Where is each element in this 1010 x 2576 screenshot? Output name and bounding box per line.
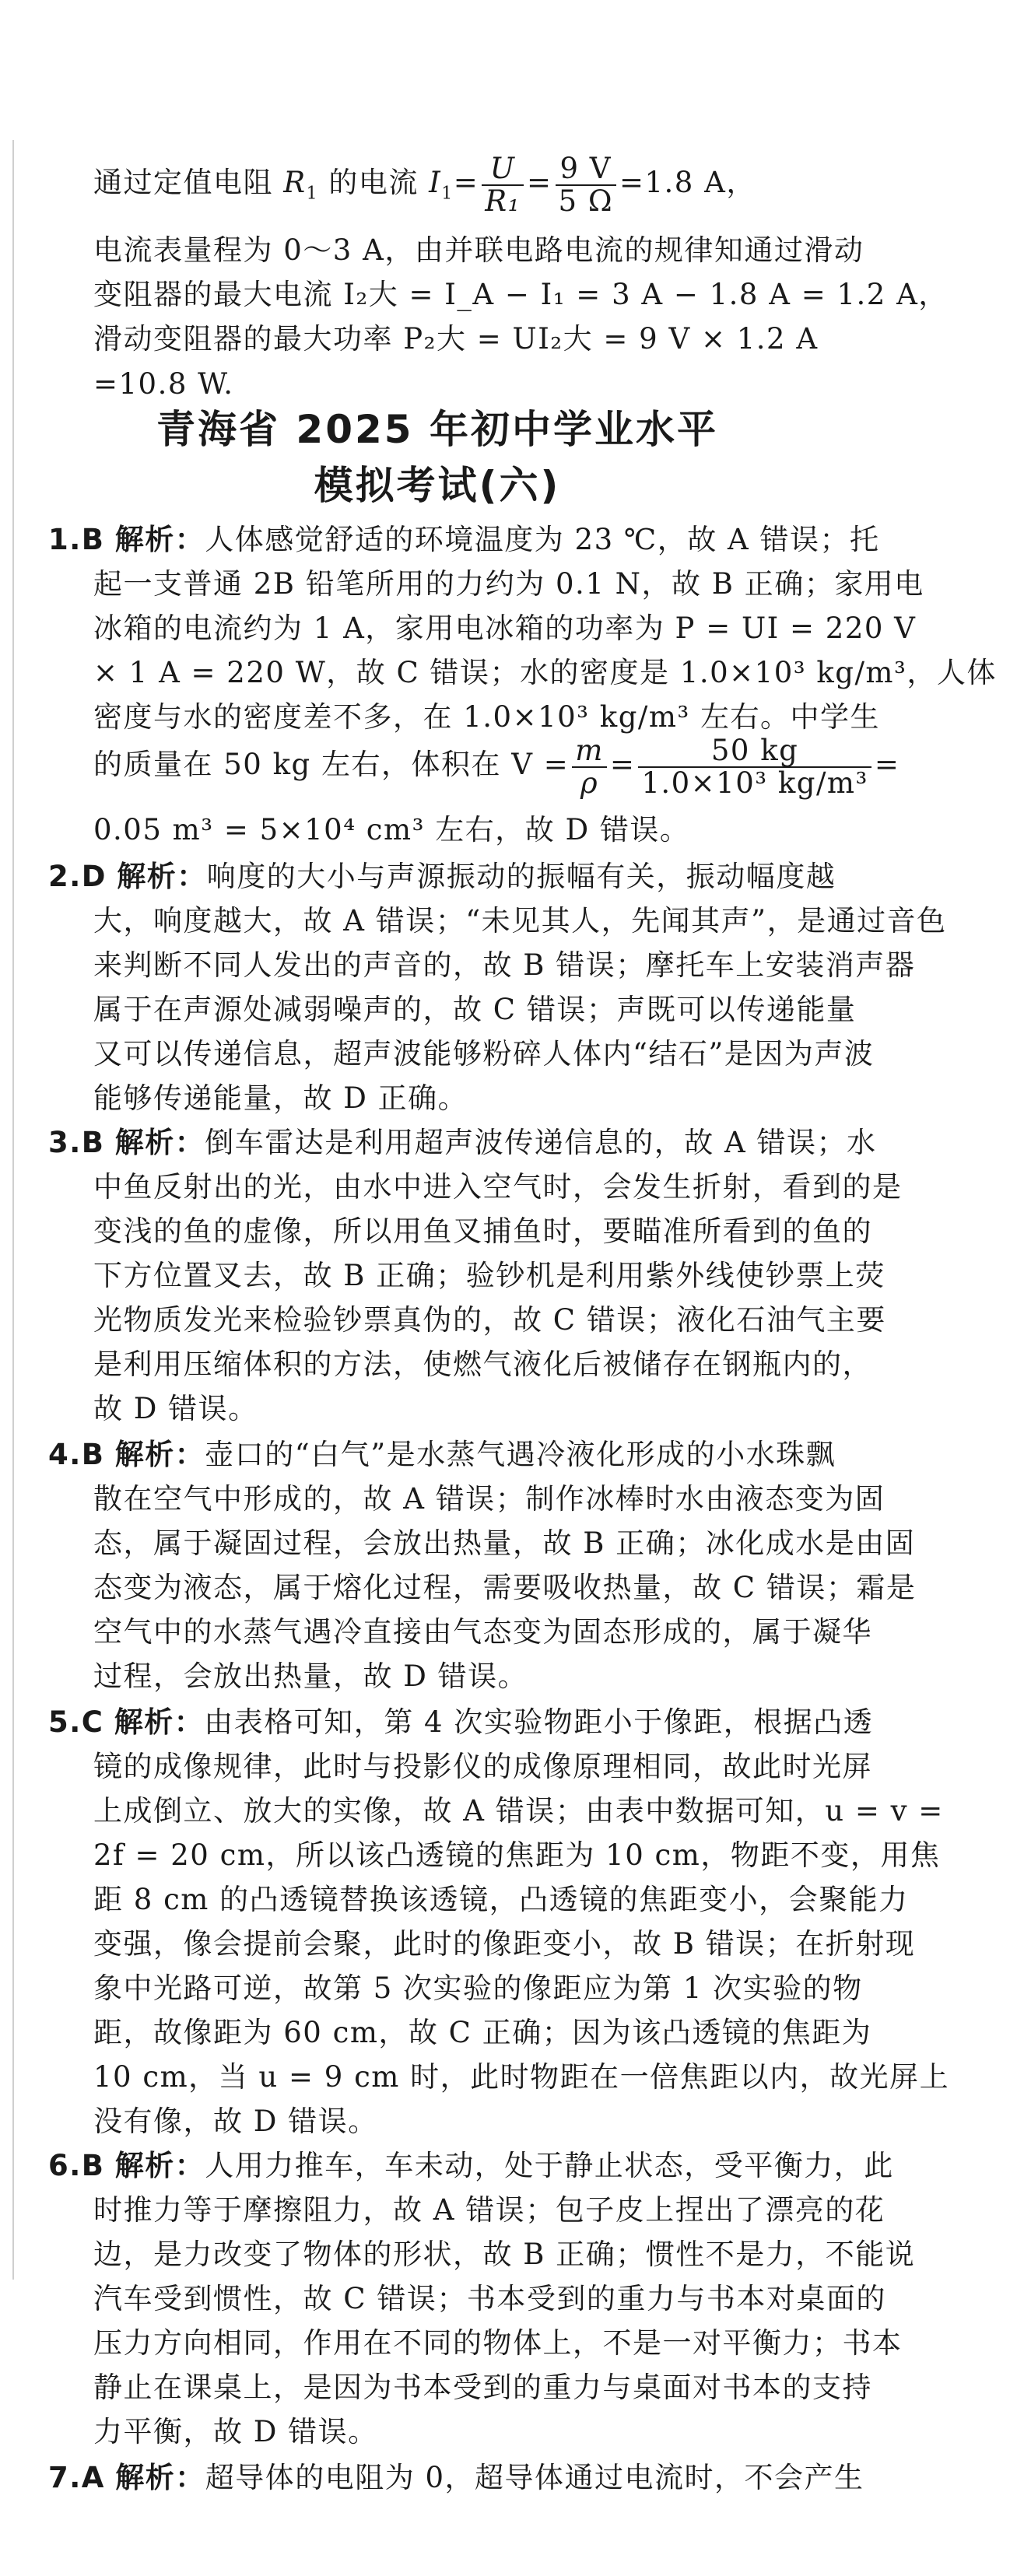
fraction-denominator: 1.0×10³ kg/m³: [641, 766, 868, 800]
q3-line-6: 是利用压缩体积的方法，使燃气液化后被储存在钢瓶内的，: [93, 1348, 872, 1381]
q5-line-9: 10 cm，当 u = 9 cm 时，此时物距在一倍焦距以内，故光屏上: [93, 2060, 950, 2094]
q5-line-4: 2f = 20 cm，所以该凸透镜的焦距为 10 cm，物距不变，用焦: [93, 1838, 941, 1872]
q1-line-5: 密度与水的密度差不多，在 1.0×10³ kg/m³ 左右。中学生: [93, 700, 881, 734]
q2-line-1: [48, 860, 836, 894]
question-number: 5.C: [48, 1705, 104, 1739]
intro-line-3: 变阻器的最大电流 I₂大 = I_A − I₁ = 3 A − 1.8 A = 1.2 A，: [93, 278, 949, 311]
question-number: 7.A: [48, 2461, 105, 2494]
intro-line-4: 滑动变阻器的最大功率 P₂大 = UI₂大 = 9 V × 1.2 A: [93, 322, 819, 356]
fraction-denominator: 5 Ω: [558, 184, 613, 218]
q1-line-1: [48, 523, 880, 557]
question-number: 3.B: [48, 1126, 105, 1159]
q4-line-3: 态，属于凝固过程，会放出热量，故 B 正确；冰化成水是由固: [93, 1526, 916, 1560]
intro-line-5: =10.8 W.: [93, 367, 234, 401]
q1-text: 的质量在 50 kg 左右，体积在 V =: [93, 748, 570, 781]
q5-line-5: 距 8 cm 的凸透镜替换该透镜，凸透镜的焦距变小，会聚能力: [93, 1883, 909, 1916]
q3-line-7: 故 D 错误。: [93, 1392, 258, 1425]
q4-line-2: 散在空气中形成的，故 A 错误；制作冰棒时水由液态变为固: [93, 1482, 886, 1516]
q5-text: 由表格可知，第 4 次实验物距小于像距，根据凸透: [204, 1705, 874, 1739]
q5-line-1: [48, 1705, 873, 1740]
q7-text: 超导体的电阻为 0，超导体通过电流时，不会产生: [205, 2461, 864, 2494]
margin-rule: [12, 140, 14, 2280]
q3-line-5: 光物质发光来检验钞票真伪的，故 C 错误；液化石油气主要: [93, 1303, 886, 1337]
q4-text: 壶口的“白气”是水蒸气遇冷液化形成的小水珠飘: [205, 1438, 836, 1471]
q2-line-6: 能够传递能量，故 D 正确。: [93, 1081, 468, 1115]
q1-text: =: [874, 748, 900, 781]
q5-line-2: 镜的成像规律，此时与投影仪的成像原理相同，故此时光屏: [93, 1750, 872, 1783]
analysis-label: 解析：: [114, 523, 205, 556]
analysis-label: 解析：: [114, 1438, 205, 1471]
q5-line-6: 变强，像会提前会聚，此时的像距变小，故 B 错误；在折射现: [93, 1927, 916, 1961]
q4-line-4: 态变为液态，属于熔化过程，需要吸收热量，故 C 错误；霜是: [93, 1571, 917, 1604]
q1-line-7: 0.05 m³ = 5×10⁴ cm³ 左右，故 D 错误。: [93, 813, 690, 846]
q1-line-6: 的质量在 50 kg 左右，体积在 V = $\frac{m}{\rho}$ = $\frac{50 kg}{\text{1.0×10³ kg/m³}}$ =: [93, 733, 900, 800]
q3-text: 倒车雷达是利用超声波传递信息的，故 A 错误；水: [205, 1126, 877, 1159]
exam-title-line-1: 青海省 2025 年初中学业水平: [156, 407, 718, 452]
analysis-label: 解析：: [117, 860, 207, 893]
q4-line-5: 空气中的水蒸气遇冷直接由气态变为固态形成的，属于凝华: [93, 1615, 872, 1649]
exam-title-line-2: 模拟考试(六): [314, 463, 561, 508]
q6-line-6: 静止在课桌上，是因为书本受到的重力与桌面对书本的支持: [93, 2371, 872, 2404]
analysis-label: 解析：: [114, 1705, 205, 1739]
fraction-numerator: 50 kg: [638, 735, 871, 768]
fraction-numerator: U: [482, 153, 524, 186]
q2-text: 响度的大小与声源振动的振幅有关，振动幅度越: [206, 860, 836, 893]
intro-line-2: 电流表量程为 0～3 A，由并联电路电流的规律知通过滑动: [93, 233, 864, 267]
q3-line-3: 变浅的鱼的虚像，所以用鱼叉捕鱼时，要瞄准所看到的鱼的: [93, 1214, 872, 1248]
q1-line-3: 冰箱的电流约为 1 A，家用电冰箱的功率为 P = UI = 220 V: [93, 612, 917, 645]
q2-line-4: 属于在声源处减弱噪声的，故 C 错误；声既可以传递能量: [93, 993, 857, 1026]
q2-line-5: 又可以传递信息，超声波能够粉碎人体内“结石”是因为声波: [93, 1037, 875, 1071]
question-number: 4.B: [48, 1438, 105, 1471]
q6-text: 人用力推车，车未动，处于静止状态，受平衡力，此: [205, 2149, 894, 2182]
q6-line-1: [48, 2149, 894, 2183]
fraction-numerator: 9 V: [556, 153, 616, 186]
intro-text: =1.8 A，: [619, 166, 756, 199]
analysis-label: 解析：: [114, 2149, 205, 2182]
fraction-denominator: R₁: [485, 184, 521, 218]
q3-line-2: 中鱼反射出的光，由水中进入空气时，会发生折射，看到的是: [93, 1170, 903, 1204]
q5-line-7: 象中光路可逆，故第 5 次实验的像距应为第 1 次实验的物: [93, 1971, 863, 2005]
q1-line-2: 起一支普通 2B 铅笔所用的力约为 0.1 N，故 B 正确；家用电: [93, 567, 924, 601]
intro-line-1: 通过定值电阻 $R_1$ 的电流 $I_1=$ $\frac{U}{\text{R₁}}$ = $\frac{9 V}{5 \Omega}$ =1.8 A，: [93, 151, 756, 218]
q5-line-10: 没有像，故 D 错误。: [93, 2105, 378, 2138]
q6-line-2: 时推力等于摩擦阻力，故 A 错误；包子皮上捏出了漂亮的花: [93, 2193, 886, 2227]
q3-line-1: [48, 1126, 877, 1160]
analysis-label: 解析：: [114, 1126, 205, 1159]
q7-line-1: [48, 2461, 864, 2495]
q4-line-6: 过程，会放出热量，故 D 错误。: [93, 1660, 528, 1693]
q6-line-4: 汽车受到惯性，故 C 错误；书本受到的重力与书本对桌面的: [93, 2282, 886, 2315]
q6-line-3: 边，是力改变了物体的形状，故 B 正确；惯性不是力，不能说: [93, 2238, 916, 2271]
q2-line-2: 大，响度越大，故 A 错误；“未见其人，先闻其声”，是通过音色: [93, 904, 947, 938]
q2-line-3: 来判断不同人发出的声音的，故 B 错误；摩托车上安装消声器: [93, 948, 916, 982]
analysis-label: 解析：: [115, 2461, 205, 2494]
q6-line-5: 压力方向相同，作用在不同的物体上，不是一对平衡力；书本: [93, 2326, 903, 2360]
q4-line-1: [48, 1438, 836, 1472]
q5-line-3: 上成倒立、放大的实像，故 A 错误；由表中数据可知，u = v =: [93, 1794, 944, 1828]
fraction-numerator: m: [572, 735, 607, 768]
question-number: 2.D: [48, 860, 107, 893]
intro-text: 的电流: [328, 166, 419, 199]
q1-text: 人体感觉舒适的环境温度为 23 ℃，故 A 错误；托: [205, 523, 880, 556]
question-number: 1.B: [48, 523, 105, 556]
fraction-denominator: ρ: [580, 766, 599, 800]
question-number: 6.B: [48, 2149, 105, 2182]
q5-line-8: 距，故像距为 60 cm，故 C 正确；因为该凸透镜的焦距为: [93, 2016, 872, 2049]
intro-text: 通过定值电阻: [93, 166, 273, 199]
q3-line-4: 下方位置叉去，故 B 正确；验钞机是利用紫外线使钞票上荧: [93, 1259, 886, 1292]
q6-line-7: 力平衡，故 D 错误。: [93, 2415, 378, 2448]
q1-line-4: × 1 A = 220 W，故 C 错误；水的密度是 1.0×10³ kg/m³，人体: [93, 656, 997, 689]
